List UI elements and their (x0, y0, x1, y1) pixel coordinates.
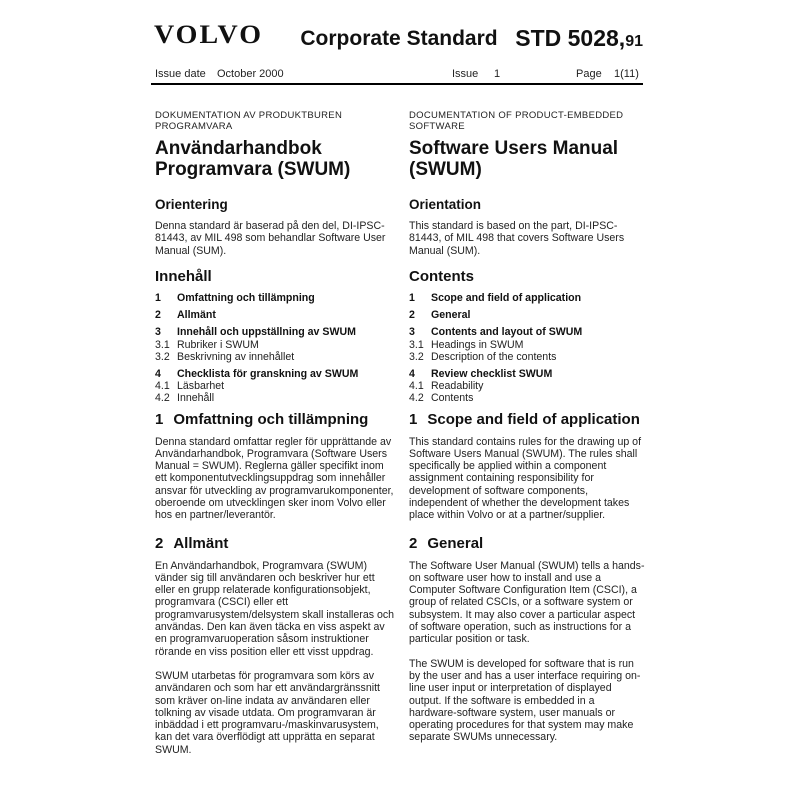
header-divider (151, 83, 643, 85)
paragraph: This standard is based on the part, DI-IPSC-81443, of MIL 498 that covers Software Users Manual (SUM). (409, 220, 625, 257)
toc-item-number: 3 (155, 326, 161, 339)
toc-item (155, 292, 397, 304)
toc-item-label: Allmänt (177, 309, 216, 322)
toc-item (409, 309, 645, 321)
toc-item-number: 4.2 (409, 392, 424, 405)
issue-date-value: October 2000 (217, 68, 284, 80)
paragraph: Denna standard omfattar regler för upprättande av Användarhandbok, Programvara (Software Users Manual = SWUM). Reglerna gäller specifikt inom ett komponentutvecklingsuppdrag som innehåller ansvar för utveckling av programvarukomponenter, oberoende om utvecklingen sker inom Volvo eller hos en partner/leverantör. (155, 435, 394, 522)
standard-number (515, 25, 643, 52)
right-kicker (409, 110, 645, 132)
toc-item-number: 2 (409, 309, 415, 322)
toc-item-label: Headings in SWUM (431, 338, 524, 351)
left-orientation-heading: Orientering (155, 197, 228, 212)
toc-item-number: 4 (155, 367, 161, 380)
toc-item-number: 3.1 (155, 338, 170, 351)
toc-item-label: Readability (431, 380, 484, 393)
toc-item-label: Review checklist SWUM (431, 367, 553, 380)
paragraph: En Användarhandbok, Programvara (SWUM) vänder sig till användaren och beskriver hur ett eller en grupp relaterade konfigurationsobjekt, programvara (CSCI) eller ett programvarusystem/delsystem skall installeras och användas. Den kan även täcka en viss aspekt av en programvaruoperation såsom instruktioner rörande en viss position eller ett visst uppdrag. (155, 559, 395, 658)
right-doc-title-line1: Software Users Manual (409, 138, 619, 159)
toc-item-number: 3.2 (155, 350, 170, 363)
toc-item-number: 1 (409, 291, 415, 304)
page-value: 1(11) (614, 68, 639, 80)
issue-value: 1 (494, 68, 501, 80)
toc-item-number: 4.1 (155, 380, 170, 393)
toc-item (155, 368, 397, 380)
toc-item-number: 3.1 (409, 338, 424, 351)
right-section-2-body (409, 560, 645, 756)
paragraph: Denna standard är baserad på den del, DI-IPSC-81443, av MIL 498 som behandlar Software User Manual (SUM). (155, 220, 386, 257)
toc-item-label: Läsbarhet (177, 380, 225, 393)
toc-item-label: General (431, 309, 471, 322)
section-number: 2 (155, 534, 164, 552)
left-kicker (155, 110, 397, 132)
issue-date-label: Issue date (155, 68, 206, 80)
paragraph: The Software User Manual (SWUM) tells a hands-on software user how to install and use a Computer Software Configuration Item (CSCI), a group of related CSCIs, or a software system or subsystem. It may also cover a particular aspect of software operation, such as instructions for a particular position or task. (409, 559, 645, 646)
document-type-title: Corporate Standard (300, 27, 498, 50)
left-contents-heading: Innehåll (155, 267, 212, 285)
paragraph: The SWUM is developed for software that is run by the user and has a user interface requiring on-line user input or interpretation of displayed output. If the software is embedded in a hardware-software system, user manuals or operating procedures for that system may make separate SWUMs unnecessary. (409, 657, 641, 744)
left-section-1-heading (155, 411, 397, 428)
toc-item (155, 392, 397, 404)
toc-item (409, 326, 645, 338)
standard-number-suffix: 91 (625, 33, 643, 50)
standard-number-main: STD 5028, (515, 25, 626, 51)
left-section-1-body (155, 436, 397, 522)
right-section-1-body (409, 436, 645, 522)
left-doc-title (155, 138, 397, 180)
volvo-logo: VOLVO (154, 20, 263, 50)
toc-item-number: 4 (409, 367, 415, 380)
toc-item (155, 339, 397, 351)
toc-item-number: 2 (155, 309, 161, 322)
toc-item-label: Contents and layout of SWUM (431, 326, 583, 339)
right-contents-heading: Contents (409, 267, 474, 285)
section-number: 1 (155, 410, 164, 428)
toc-item (409, 368, 645, 380)
toc-item (409, 380, 645, 392)
section-title: Scope and field of application (427, 410, 640, 428)
toc-item-number: 3.2 (409, 350, 424, 363)
section-number: 2 (409, 534, 418, 552)
toc-item-label: Contents (431, 392, 474, 405)
toc-item (409, 351, 645, 363)
header-meta-row (155, 68, 643, 82)
toc-item-number: 4.1 (409, 380, 424, 393)
toc-item-number: 4.2 (155, 392, 170, 405)
right-section-1-heading (409, 411, 645, 428)
issue-label: Issue (452, 68, 479, 80)
document-body (155, 110, 645, 769)
toc-item-label: Scope and field of application (431, 291, 582, 304)
right-toc (409, 292, 645, 405)
toc-item-label: Checklista för granskning av SWUM (177, 367, 359, 380)
left-section-2-body (155, 560, 397, 756)
left-kicker-line1: DOKUMENTATION AV PRODUKTBUREN (155, 110, 343, 121)
toc-item-number: 1 (155, 291, 161, 304)
toc-item (409, 392, 645, 404)
right-doc-title-line2: (SWUM) (409, 159, 482, 180)
toc-item (155, 326, 397, 338)
left-toc (155, 292, 397, 405)
right-doc-title (409, 138, 645, 180)
toc-item-label: Description of the contents (431, 350, 557, 363)
section-number: 1 (409, 410, 418, 428)
right-section-2-heading (409, 535, 645, 552)
section-title: General (427, 534, 484, 552)
toc-item-label: Omfattning och tillämpning (177, 291, 315, 304)
page-label: Page (576, 68, 602, 80)
left-kicker-line2: PROGRAMVARA (155, 121, 233, 132)
left-doc-title-line1: Användarhandbok (155, 138, 322, 159)
right-orientation-heading: Orientation (409, 197, 482, 212)
toc-item-label: Rubriker i SWUM (177, 338, 259, 351)
paragraph: SWUM utarbetas för programvara som körs av användaren och som har ett användargränssnitt som kräver on-line indata av användaren eller tolkning av visade utdata. Om programvaran är inbäddad i ett programvaru-/maskinvarusystem, kan det vara överflödigt att upprätta en separat SWUM. (155, 669, 380, 756)
left-doc-title-line2: Programvara (SWUM) (155, 159, 351, 180)
toc-item-number: 3 (409, 326, 415, 339)
paragraph: This standard contains rules for the drawing up of Software Users Manual (SWUM). The rules shall specifically be applied within a component assignment containing responsibility for development of software components, independent of whether the development takes place within Volvo or at a partner/supplier. (409, 435, 642, 522)
toc-item-label: Innehåll (177, 392, 215, 405)
toc-item (155, 309, 397, 321)
toc-item-label: Beskrivning av innehållet (177, 350, 295, 363)
toc-item (155, 351, 397, 363)
toc-item (409, 292, 645, 304)
right-kicker-line1: DOCUMENTATION OF PRODUCT-EMBEDDED (409, 110, 624, 121)
right-orientation-body (409, 220, 645, 257)
left-orientation-body (155, 220, 397, 257)
toc-item (409, 339, 645, 351)
left-section-2-heading (155, 535, 397, 552)
section-title: Omfattning och tillämpning (173, 410, 369, 428)
right-kicker-line2: SOFTWARE (409, 121, 465, 132)
section-title: Allmänt (173, 534, 229, 552)
toc-item-label: Innehåll och uppställning av SWUM (177, 326, 356, 339)
toc-item (155, 380, 397, 392)
